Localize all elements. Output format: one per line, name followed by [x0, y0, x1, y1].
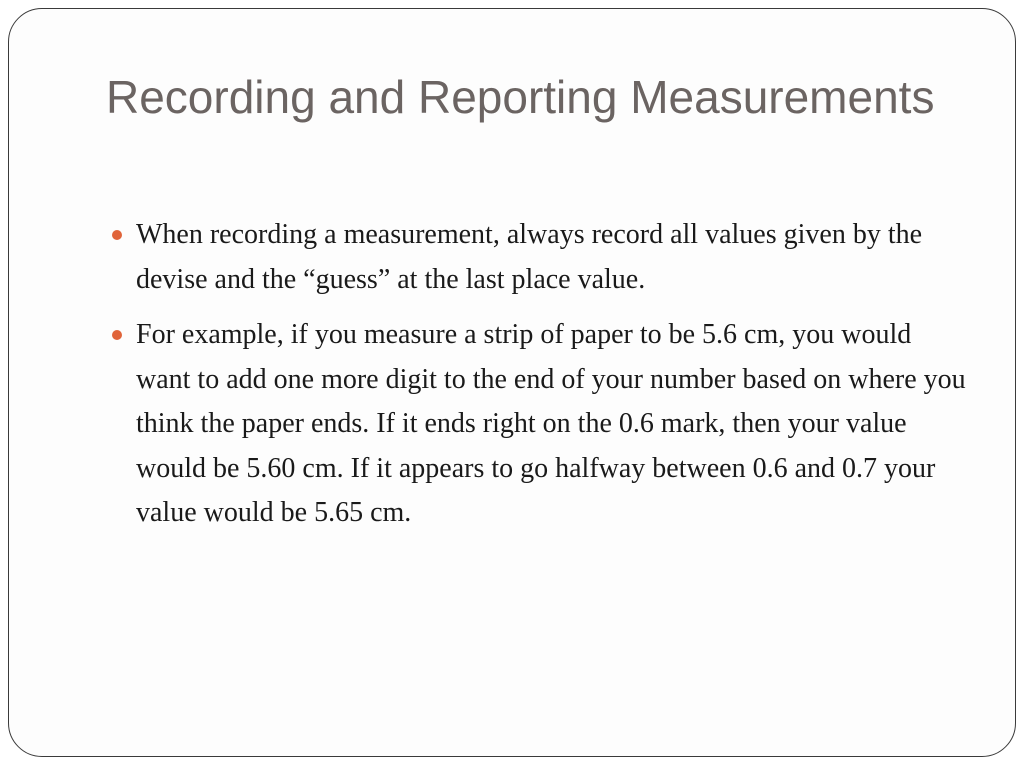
bullet-item: [106, 213, 966, 302]
bullet-marker-icon: [112, 330, 122, 340]
bullet-list: [106, 213, 966, 547]
slide-frame: [8, 8, 1016, 757]
bullet-item: [106, 313, 966, 536]
slide-title: Recording and Reporting Measurements: [106, 71, 935, 123]
bullet-text: For example, if you measure a strip of paper to be 5.6 cm, you would want to add one more digit to the end of your number based on where you think the paper ends. If it ends right on the 0.6 mark, then your value would be 5.60 cm. If it appears to go halfway between 0.6 and 0.7 your value would be 5.65 cm.: [136, 319, 966, 528]
bullet-text: When recording a measurement, always record all values given by the devise and the “guess” at the last place value.: [136, 219, 923, 295]
bullet-marker-icon: [112, 230, 122, 240]
